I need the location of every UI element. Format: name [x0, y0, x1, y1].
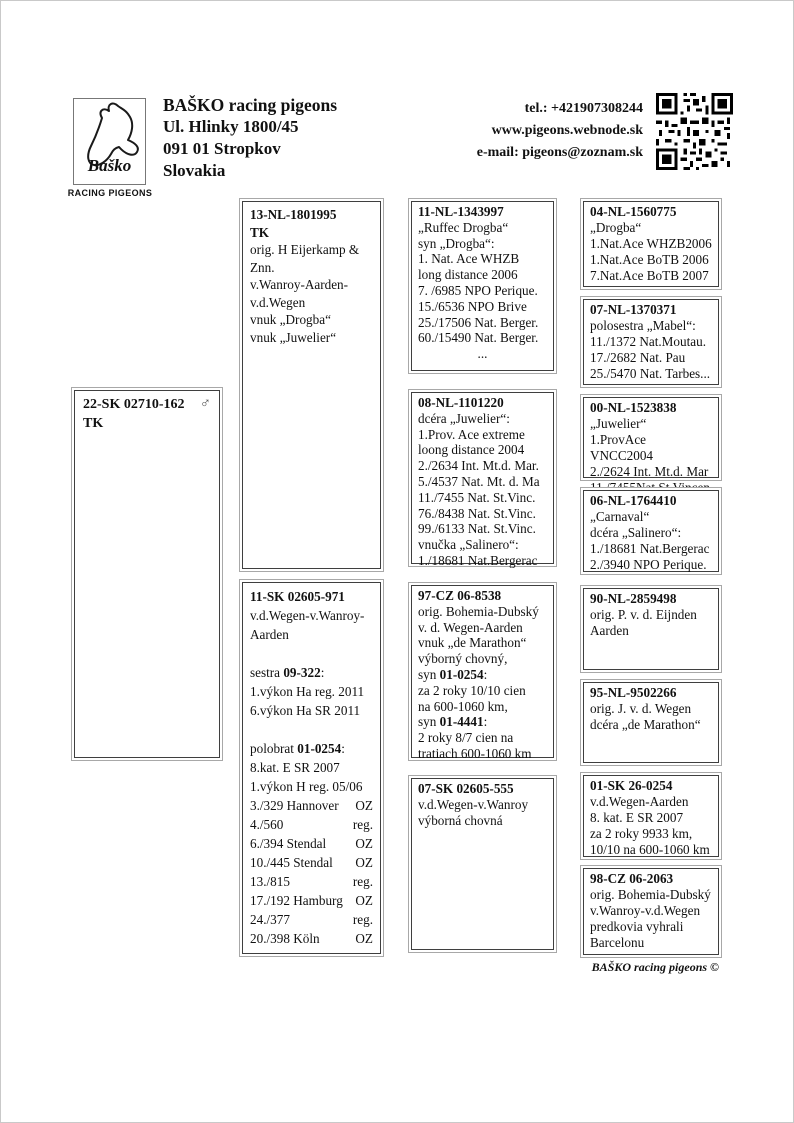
pedigree-line: 5./4537 Nat. Mt. d. Ma	[418, 473, 540, 489]
pedigree-line: 17./2682 Nat. Pau	[590, 349, 686, 365]
pedigree-line: predkovia vyhrali	[590, 918, 684, 934]
ring-number: 97-CZ 06-8538	[418, 588, 502, 603]
pedigree-line: 60./15490 Nat. Berger.	[418, 330, 539, 346]
pedigree-line: v.Wanroy-Aarden-	[250, 277, 349, 292]
pedigree-line: „Juwelier“	[590, 415, 647, 431]
pedigree-line: 17./192 Hamburg OZ	[250, 893, 373, 908]
pedigree-line: 7. /6985 NPO Perique.	[418, 282, 538, 298]
ring-number: 13-NL-1801995	[250, 207, 337, 222]
pedigree-line: „Carnaval“	[590, 508, 650, 524]
website-url: www.pigeons.webnode.sk	[491, 123, 643, 138]
pedigree-line: 2 roky 8/7 cien na	[418, 730, 514, 746]
pedigree-box	[580, 296, 722, 388]
pedigree-line: loong distance 2004	[418, 442, 525, 458]
pedigree-line: za 2 roky 10/10 cien	[418, 682, 526, 698]
contact-block	[477, 98, 643, 164]
pedigree-line: v.d.Wegen-v.Wanroy	[418, 796, 529, 812]
phone-number: tel.: +421907308244	[524, 101, 643, 116]
pedigree-box	[580, 585, 722, 673]
sex-symbol: ♂	[199, 396, 211, 412]
pedigree-line: 2./2624 Int. Mt.d. Mar	[590, 463, 709, 479]
pedigree-box	[408, 198, 557, 374]
pedigree-line: orig. P. v. d. Eijnden	[590, 606, 697, 622]
pedigree-line: 10/10 na 600-1060 km	[590, 841, 710, 857]
ring-number: 95-NL-9502266	[590, 685, 677, 700]
pedigree-line	[250, 720, 373, 739]
ring-number: 11-SK 02605-971	[250, 589, 345, 604]
pedigree-line: 25./17506 Nat. Berger.	[418, 314, 539, 330]
ring-number: 90-NL-2859498	[590, 591, 677, 606]
pedigree-line: výborná chovná	[418, 812, 503, 828]
ring-number: 07-SK 02605-555	[418, 781, 514, 796]
pedigree-box	[408, 582, 557, 761]
pedigree-line: tratiach 600-1060 km	[418, 745, 532, 761]
ring-number: 98-CZ 06-2063	[590, 871, 674, 886]
pedigree-line: vnuk „Juwelier“	[250, 329, 337, 345]
breeder-name: BAŠKO racing pigeons	[163, 95, 338, 115]
pedigree-box	[408, 775, 557, 953]
pedigree-box	[239, 579, 384, 957]
ring-number: 01-SK 26-0254	[590, 778, 673, 793]
pedigree-box	[239, 198, 384, 572]
pedigree-line: 1.Nat.Ace BoTB 2006	[590, 251, 709, 267]
pedigree-box	[580, 679, 722, 766]
pedigree-line: 99./6133 Nat. St.Vinc.	[418, 521, 536, 537]
pedigree-line: „Ruffec Drogba“	[418, 219, 509, 235]
pedigree-line: za 2 roky 9933 km,	[590, 825, 693, 841]
pigeon-logo-icon	[78, 102, 142, 160]
pedigree-line: „Drogba“	[590, 219, 642, 235]
pedigree-line: 1.Prov. Ace extreme	[418, 426, 525, 442]
pedigree-line: výborný chovný,	[418, 651, 508, 667]
pedigree-line: orig. J. v. d. Wegen	[590, 700, 692, 716]
ring-number: 07-NL-1370371	[590, 302, 677, 317]
pedigree-line: orig. Bohemia-Dubský	[590, 886, 711, 902]
pedigree-box	[580, 198, 722, 290]
ring-number: 00-NL-1523838	[590, 400, 677, 415]
pedigree-line: 1./18681 Nat.Bergerac	[590, 540, 710, 556]
pedigree-line: dcéra „de Marathon“	[590, 716, 701, 732]
pedigree-line: 1.ProvAce VNCC2004	[590, 431, 654, 463]
pedigree-line: polobrat 01-0254:	[250, 741, 345, 756]
email-address: e-mail: pigeons@zoznam.sk	[476, 145, 643, 160]
pedigree-line: TK	[250, 224, 270, 240]
pedigree-line: 6./394 Stendal OZ	[250, 836, 373, 851]
pedigree-line: 13./815 reg.	[250, 874, 373, 889]
qr-code	[656, 93, 733, 170]
address-line: 091 01 Stropkov	[163, 139, 281, 158]
pedigree-line: ...	[477, 346, 488, 362]
pedigree-line: v.d.Wegen	[250, 294, 306, 310]
pedigree-line: 2./3940 NPO Perique.	[590, 556, 707, 572]
pedigree-box	[580, 394, 722, 481]
pedigree-line: long distance 2006	[418, 267, 518, 283]
pedigree-line: orig. Bohemia-Dubský	[418, 603, 539, 619]
ring-number: 06-NL-1764410	[590, 493, 677, 508]
pedigree-line: sestra 09-322:	[250, 665, 325, 680]
pedigree-line: 1.výkon Ha reg. 2011	[250, 684, 365, 699]
pedigree-line: syn 01-0254:	[418, 666, 488, 682]
pedigree-line: Znn.	[250, 259, 275, 275]
pedigree-line: 76./8438 Nat. St.Vinc.	[418, 505, 536, 521]
pedigree-line: 1./18681 Nat.Bergerac	[418, 552, 538, 568]
pedigree-line: 25./5470 Nat. Tarbes...	[590, 365, 711, 381]
logo-name: Baško	[87, 156, 132, 175]
pedigree-line: 8. kat. E SR 2007	[590, 809, 684, 825]
copyright: BAŠKO racing pigeons ©	[591, 960, 719, 974]
pedigree-line: v. d. Wegen-Aarden	[418, 619, 523, 635]
pedigree-line: 15./6536 NPO Brive	[418, 298, 527, 314]
pedigree-line: dcéra „Salinero“:	[590, 524, 682, 540]
pedigree-line	[250, 644, 373, 663]
ring-number: 11-NL-1343997	[418, 204, 504, 219]
pedigree-line: TK	[83, 416, 104, 431]
pedigree-line: na 600-1060 km,	[418, 698, 508, 714]
pedigree-line: dcéra „Juwelier“:	[418, 410, 510, 426]
pedigree-line: Aarden	[250, 627, 289, 642]
pedigree-line: 4./560 reg.	[250, 817, 373, 832]
pedigree-line: polosestra „Mabel“:	[590, 317, 696, 333]
pedigree-box	[580, 487, 722, 575]
address-line: Ul. Hlinky 1800/45	[163, 117, 299, 136]
pedigree-line: syn „Drogba“:	[418, 235, 495, 251]
pedigree-line: 24./377 reg.	[250, 912, 373, 927]
pedigree-line: Barcelonu	[590, 934, 645, 950]
pedigree-line: v.d.Wegen-v.Wanroy-	[250, 608, 365, 623]
ring-number: 08-NL-1101220	[418, 395, 504, 410]
pedigree-line: 3./329 Hannover OZ	[250, 798, 373, 813]
pedigree-line: 11./1372 Nat.Moutau.	[590, 333, 706, 349]
pedigree-box	[408, 389, 557, 567]
pedigree-line: 11./7455 Nat. St.Vinc.	[418, 489, 536, 505]
pedigree-line: 2./2634 Int. Mt.d. Mar.	[418, 458, 539, 474]
pedigree-line: vnuk „de Marathon“	[418, 635, 527, 651]
pedigree-line: vnuk „Drogba“	[250, 312, 331, 327]
pedigree-line: vnučka „Salinero“:	[418, 537, 519, 553]
pedigree-line: 7.Nat.Ace BoTB 2007	[590, 267, 709, 283]
logo-caption: RACING PIGEONS	[67, 188, 153, 198]
pedigree-box	[580, 772, 722, 860]
breeder-logo	[73, 98, 146, 185]
pedigree-line: Aarden	[590, 622, 629, 638]
pedigree-box	[71, 387, 223, 761]
pedigree-line: 8.kat. E SR 2007	[250, 760, 340, 775]
pedigree-box	[580, 865, 722, 958]
ring-number: 04-NL-1560775	[590, 204, 677, 219]
pedigree-line: orig. H Eijerkamp &	[250, 242, 360, 257]
pedigree-line: 20./398 Köln OZ	[250, 931, 373, 946]
pedigree-line: 1.Nat.Ace WHZB2006	[590, 235, 712, 251]
pedigree-line: 6.výkon Ha SR 2011	[250, 703, 361, 718]
breeder-address-block	[163, 94, 337, 182]
pedigree-line: v.Wanroy-v.d.Wegen	[590, 902, 701, 918]
pedigree-line: v.d.Wegen-Aarden	[590, 793, 689, 809]
pedigree-line: 1. Nat. Ace WHZB	[418, 251, 520, 267]
ring-number: ♂ 22-SK 02710-162	[83, 396, 211, 412]
pedigree-line: 10./445 Stendal OZ	[250, 855, 373, 870]
pedigree-line: syn 01-4441:	[418, 714, 488, 730]
address-line: Slovakia	[163, 161, 226, 180]
pedigree-line: 1.výkon H reg. 05/06	[250, 779, 363, 794]
